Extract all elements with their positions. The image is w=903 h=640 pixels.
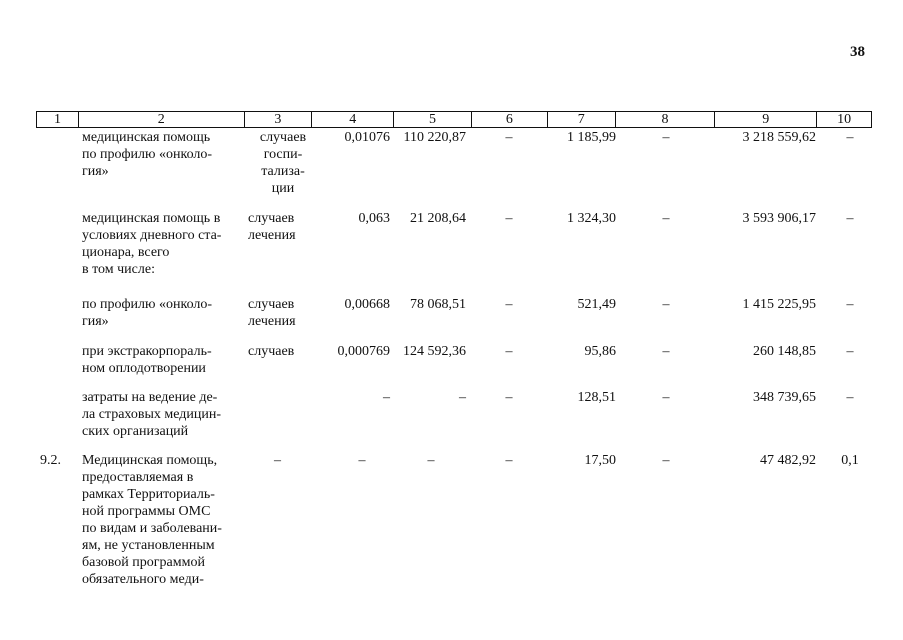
- row-col-10: –: [846, 390, 854, 405]
- row-description: по профилю «онколо- гия»: [82, 297, 213, 329]
- row-col-7: 17,50: [584, 453, 616, 468]
- row-col-10: –: [846, 130, 854, 145]
- row-col-10: –: [846, 344, 854, 359]
- row-col-8: –: [662, 211, 670, 226]
- row-col-10: 0,1: [841, 453, 859, 468]
- row-col-10: –: [846, 297, 854, 312]
- row-col-9: 3 593 906,17: [742, 211, 816, 226]
- header-col-2: 2: [79, 112, 245, 127]
- row-description: при экстракорпораль- ном оплодотворении: [82, 344, 212, 376]
- row-col-7: 128,51: [577, 390, 616, 405]
- row-col-6: –: [505, 453, 513, 468]
- row-col-9: 348 739,65: [753, 390, 816, 405]
- row-col-9: 3 218 559,62: [742, 130, 816, 145]
- row-col-5: 110 220,87: [403, 130, 466, 145]
- header-col-7: 7: [548, 112, 616, 127]
- row-col-5: –: [459, 390, 466, 405]
- row-col-6: –: [505, 130, 513, 145]
- row-unit: случаев лечения: [248, 211, 296, 243]
- row-description: затраты на ведение де- ла страховых медицин- ских организаций: [82, 390, 222, 439]
- row-col-6: –: [505, 297, 513, 312]
- row-description: медицинская помощь в условиях дневного ста- ционара, всего в том числе:: [82, 211, 222, 277]
- row-col-9: 47 482,92: [760, 453, 816, 468]
- row-col-6: –: [505, 344, 513, 359]
- row-col-6: –: [505, 390, 513, 405]
- row-number: 9.2.: [40, 453, 61, 468]
- row-col-9: 260 148,85: [753, 344, 816, 359]
- row-col-5: –: [427, 453, 435, 468]
- header-col-3: 3: [245, 112, 313, 127]
- row-col-5: 21 208,64: [410, 211, 466, 226]
- header-col-4: 4: [312, 112, 394, 127]
- row-col-7: 1 185,99: [567, 130, 616, 145]
- row-col-4: 0,00668: [344, 297, 390, 312]
- header-col-9: 9: [715, 112, 817, 127]
- row-unit: случаев лечения: [248, 297, 296, 329]
- row-col-8: –: [662, 390, 670, 405]
- row-col-5: 78 068,51: [410, 297, 466, 312]
- row-col-7: 1 324,30: [567, 211, 616, 226]
- row-description: Медицинская помощь, предоставляемая в рамках Территориаль- ной программы ОМС по видам и заболевани- ям, не установленным базовой программой обязательного меди-: [82, 453, 222, 587]
- row-unit: случаев: [248, 344, 295, 359]
- row-col-8: –: [662, 344, 670, 359]
- header-col-1: 1: [37, 112, 79, 127]
- row-col-8: –: [662, 453, 670, 468]
- row-col-5: 124 592,36: [403, 344, 466, 359]
- row-col-8: –: [662, 297, 670, 312]
- table-header-row: [36, 111, 872, 128]
- header-col-10: 10: [837, 112, 852, 127]
- header-col-8: 8: [616, 112, 716, 127]
- row-col-4: –: [358, 453, 366, 468]
- header-col-6: 6: [472, 112, 548, 127]
- row-col-9: 1 415 225,95: [742, 297, 816, 312]
- row-unit: –: [274, 453, 281, 468]
- row-col-4: 0,01076: [344, 130, 390, 145]
- row-col-4: 0,000769: [337, 344, 390, 359]
- row-col-7: 95,86: [584, 344, 616, 359]
- page-number: 38: [850, 44, 865, 60]
- header-col-5: 5: [394, 112, 472, 127]
- row-col-7: 521,49: [577, 297, 616, 312]
- row-col-6: –: [505, 211, 513, 226]
- row-description: медицинская помощь по профилю «онколо- гия»: [82, 130, 213, 179]
- row-col-4: 0,063: [358, 211, 390, 226]
- row-unit: случаев госпи- тализа- ции: [259, 130, 307, 196]
- row-col-8: –: [662, 130, 670, 145]
- row-col-4: –: [383, 390, 390, 405]
- row-col-10: –: [846, 211, 854, 226]
